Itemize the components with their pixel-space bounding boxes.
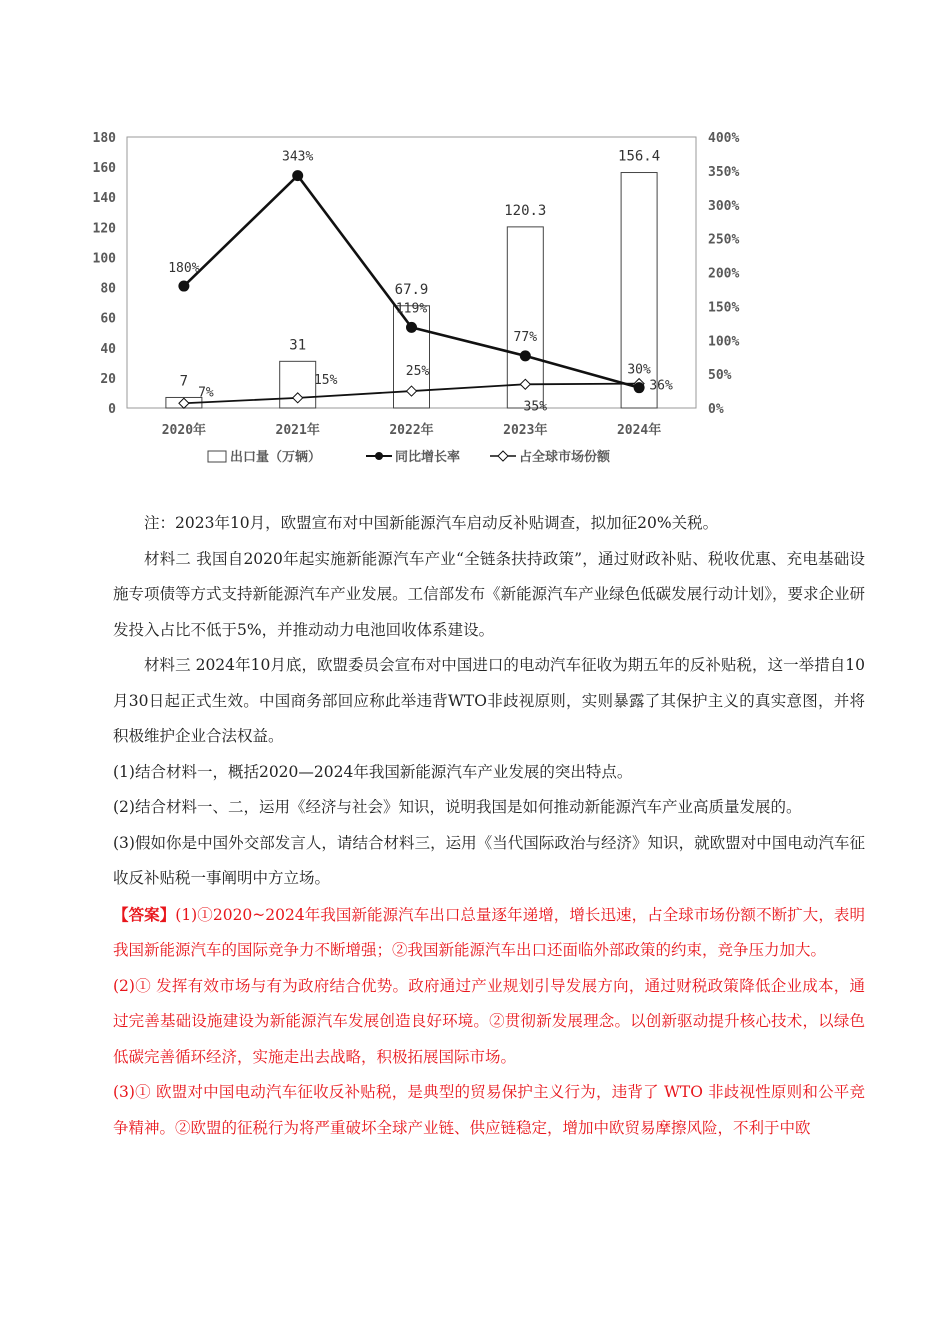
share-label: 15% (313, 372, 338, 388)
y-right-tick-label: 350% (708, 164, 740, 180)
x-tick-label: 2021年 (275, 423, 320, 438)
export-bar-label: 7 (179, 373, 189, 390)
y-right-tick-label: 250% (708, 232, 740, 248)
legend-growth-marker (375, 452, 383, 460)
y-left-axis (93, 131, 117, 417)
growth-marker (406, 322, 417, 333)
growth-label: 180% (168, 261, 200, 277)
answer-1 (113, 897, 865, 969)
question-1: (1)结合材料一，概括2020—2024年我国新能源汽车产业发展的突出特点。 (113, 762, 633, 781)
growth-marker (292, 170, 303, 181)
y-right-tick-label: 300% (708, 198, 740, 214)
text-content (113, 506, 865, 1146)
legend (208, 449, 611, 465)
growth-marker (178, 281, 189, 292)
export-bar-label: 156.4 (618, 148, 661, 165)
legend-label-growth: 同比增长率 (395, 450, 461, 465)
y-left-tick-label: 100 (92, 251, 116, 267)
x-tick-label: 2022年 (389, 423, 434, 438)
share-label: 35% (523, 399, 548, 415)
legend-share-marker (498, 451, 508, 461)
share-label: 25% (405, 364, 430, 380)
growth-label: 119% (395, 301, 428, 317)
question-2: (2)结合材料一、二，运用《经济与社会》知识，说明我国是如何推动新能源汽车产业高质量发展的。 (113, 798, 802, 816)
x-tick-label: 2024年 (616, 423, 662, 438)
growth-marker (520, 350, 531, 361)
y-right-tick-label: 0% (708, 402, 724, 417)
y-left-tick-label: 80 (100, 281, 116, 297)
answer-1-text: (1)①2020~2024年我国新能源汽车出口总量逐年递增，增长迅速，占全球市场份额不断扩大，表明我国新能源汽车的国际竞争力不断增强；②我国新能源汽车出口还面临外部政策的约束，竞争压力加大。 (113, 905, 865, 959)
growth-label: 77% (513, 329, 538, 345)
legend-label-share: 占全球市场份额 (519, 450, 611, 465)
growth-marker (634, 382, 645, 393)
y-left-tick-label: 20 (100, 371, 116, 387)
y-right-axis (708, 131, 739, 417)
share-label: 36% (649, 378, 673, 394)
data-labels (168, 149, 673, 415)
answer-2: (2)① 发挥有效市场与有为政府结合优势。政府通过产业规划引导发展方向，通过财税政策降低企业成本，通过完善基础设施建设为新能源汽车发展创造良好环境。②贯彻新发展理念。以创新驱动提升核心技术，以绿色低碳完善循环经济，实施走出去战略，积极拓展国际市场。 (113, 976, 865, 1066)
x-axis (162, 422, 662, 438)
y-left-tick-label: 40 (100, 341, 116, 357)
y-left-tick-label: 0 (108, 402, 116, 417)
y-left-tick-label: 180 (92, 131, 116, 146)
y-left-tick-label: 140 (92, 191, 116, 207)
y-right-tick-label: 400% (708, 131, 740, 146)
y-right-tick-label: 50% (708, 368, 732, 384)
export-bar-label: 120.3 (504, 202, 547, 219)
note: 注：2023年10月，欧盟宣布对中国新能源汽车启动反补贴调查，拟加征20%关税。 (144, 514, 719, 532)
y-right-tick-label: 100% (708, 334, 740, 350)
y-left-tick-label: 60 (100, 311, 116, 327)
y-left-tick-label: 160 (92, 161, 116, 177)
y-left-tick-label: 120 (92, 221, 116, 237)
y-right-tick-label: 200% (708, 266, 740, 282)
legend-label-export: 出口量（万辆） (230, 450, 322, 465)
question-3: (3)假如你是中国外交部发言人，请结合材料三，运用《当代国际政治与经济》知识，就欧盟对中国电动汽车征收反补贴税一事阐明中方立场。 (113, 833, 865, 887)
material-three: 材料三 2024年10月底，欧盟委员会宣布对中国进口的电动汽车征收为期五年的反补贴税，这一举措自10月30日起正式生效。中国商务部回应称此举违背WTO非歧视原则，实则暴露了其保护主义的真实意图，并将积极维护企业合法权益。 (113, 656, 865, 745)
share-label: 7% (198, 385, 214, 401)
legend-bar-swatch (208, 451, 226, 462)
x-tick-label: 2023年 (503, 423, 548, 438)
growth-label: 30% (627, 362, 651, 378)
chart (0, 0, 950, 480)
growth-label: 343% (282, 149, 314, 165)
export-bar-label: 31 (289, 337, 307, 354)
export-bar-label: 67.9 (394, 281, 429, 298)
answer-3: (3)① 欧盟对中国电动汽车征收反补贴税，是典型的贸易保护主义行为，违背了 WTO 非歧视性原则和公平竞争精神。②欧盟的征税行为将严重破坏全球产业链、供应链稳定，增加中欧贸易摩擦风险，不利于中欧 (113, 1083, 865, 1137)
material-two: 材料二 我国自2020年起实施新能源汽车产业“全链条扶持政策”，通过财政补贴、税收优惠、充电基础设施专项债等方式支持新能源汽车产业发展。工信部发布《新能源汽车产业绿色低碳发展行动计划》，要求企业研发投入占比不低于5%，并推动动力电池回收体系建设。 (113, 549, 865, 639)
y-right-tick-label: 150% (708, 300, 740, 316)
x-tick-label: 2020年 (161, 423, 207, 438)
answer-label: 【答案】 (113, 904, 176, 924)
